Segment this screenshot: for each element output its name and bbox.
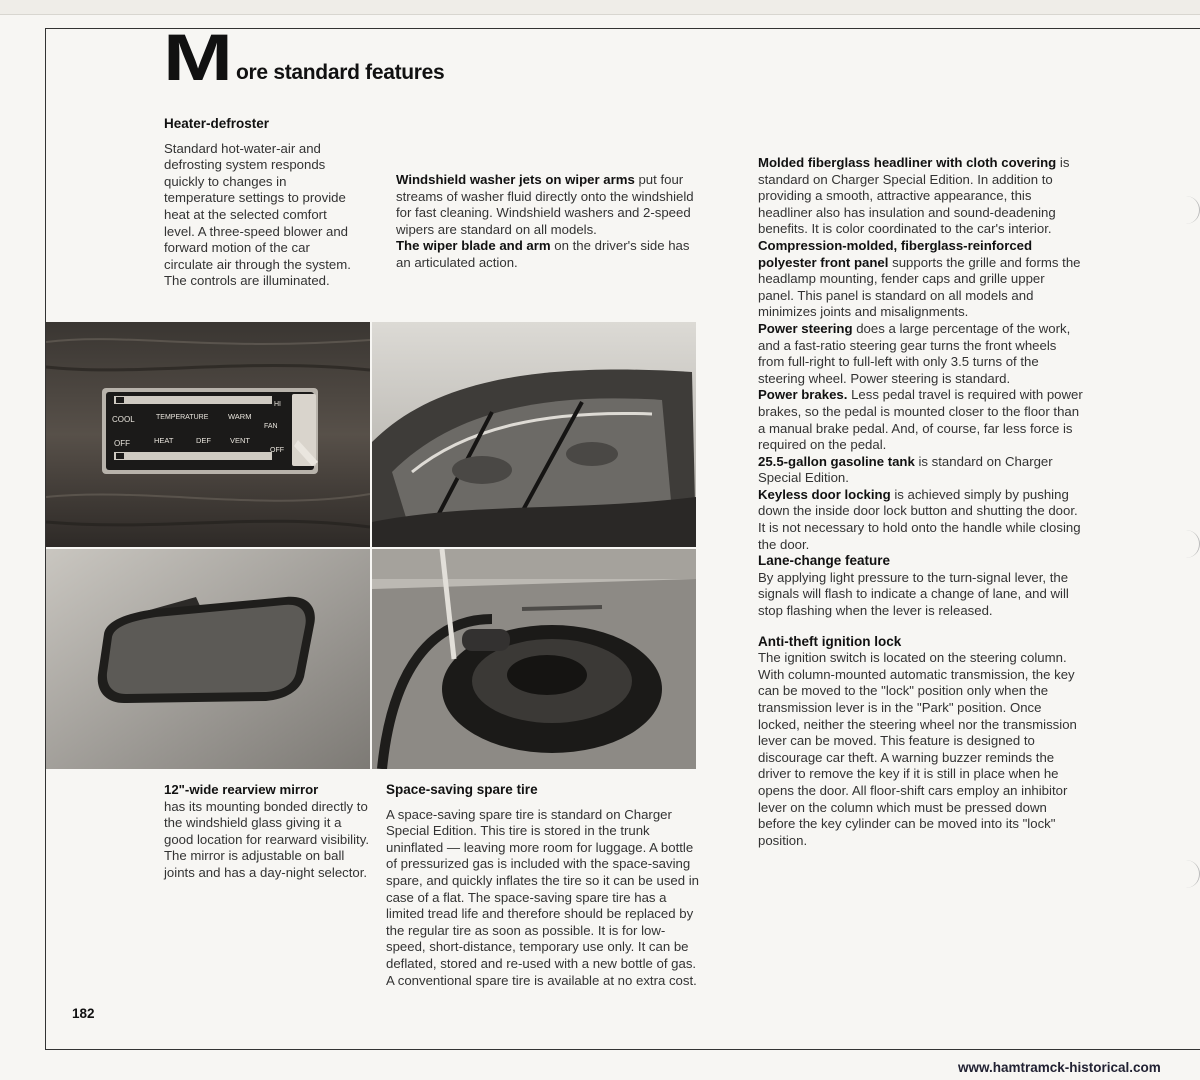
rearview-mirror-photo [46, 549, 370, 769]
heater-controls-photo [46, 322, 370, 547]
heater-section [164, 116, 356, 290]
spare-body: A space-saving spare tire is standard on Charger Special Edition. This tire is stored in the trunk uninflated — leaving more room for luggage. A bottle of pressurized gas is included with the space-saving spare, and quickly inflates the tire so it can be used in case of a flat. The space-saving spare tire has a limited tread life and therefore should be replaced by the regular tire as soon as possible. It is for low-speed, short-distance, temporary use only. It can be deflated, stored and re-used with a new bottle of gas. A conventional spare tire is available at no extra cost. [386, 806, 700, 988]
cool-label: COOL [112, 415, 135, 424]
temperature-label: TEMPERATURE [156, 414, 209, 421]
headliner-text: is standard on Charger Special Edition. In addition to providing a smooth, attractive appearance, this headliner also has insulation and sound-deadening benefits. It is color coordinated to the car's interior. [758, 155, 1070, 237]
washer-text: put four streams of washer fluid directly onto the windshield for fast cleaning. Windshield washers and 2-speed wipers are standard on all models. [396, 172, 694, 237]
page-top-edge [0, 0, 1200, 15]
mirror-bold: 12"-wide rearview mirror [164, 782, 319, 797]
right-column [758, 155, 1084, 849]
wiper-bold: The wiper blade and arm [396, 238, 551, 254]
heat-label: HEAT [154, 436, 174, 445]
def-label: DEF [196, 436, 211, 445]
fan-label: FAN [264, 423, 278, 430]
mirror-text: has its mounting bonded directly to the windshield glass giving it a good location for rearward visibility. The mirror is adjustable on ball joints and has a day-night selector. [164, 798, 369, 880]
watermark-url[interactable]: www.hamtramck-historical.com [958, 1060, 1161, 1075]
spare-tire-section [386, 782, 701, 989]
keyless-bold: Keyless door locking [758, 486, 891, 502]
power-steering-bold: Power steering [758, 320, 853, 336]
headliner-bold: Molded fiberglass headliner with cloth covering [758, 155, 1057, 170]
wiper-text: on the driver's side has an articulated action. [396, 238, 690, 270]
page-title: ore standard features [236, 61, 445, 84]
warm-label: WARM [228, 412, 252, 421]
off-right-label: OFF [270, 447, 284, 454]
power-brakes-text: Less pedal travel is required with power brakes, so the pedal is mounted closer to the floor than a manual brake pedal. And, of course, far less force is required on the pedal. [758, 387, 1083, 453]
big-initial-letter [163, 32, 233, 82]
hi-label: HI [274, 401, 281, 408]
heater-body: Standard hot-water-air and defrosting system responds quickly to changes in temperature settings to provide heat at the selected comfort level. A three-speed blower and forward motion of the car circulate air through the system. The controls are illuminated. [164, 140, 351, 289]
spare-heading: Space-saving spare tire [386, 782, 538, 797]
lane-change-body: By applying light pressure to the turn-signal lever, the signals will flash to indicate a change of lane, and will stop flashing when the lever is released. [758, 569, 1069, 619]
wiper-section [396, 172, 696, 272]
heater-heading: Heater-defroster [164, 116, 270, 131]
off-left-label: OFF [114, 439, 130, 448]
keyless-text: is achieved simply by pushing down the inside door lock button and shutting the door. It is not necessary to hold onto the handle while closing the door. [758, 486, 1081, 552]
spare-tire-photo [372, 549, 696, 769]
washer-bold: Windshield washer jets on wiper arms [396, 172, 635, 187]
page-number: 182 [72, 1006, 95, 1021]
front-panel-text: supports the grille and forms the headlamp mounting, fender caps and grille upper panel. This panel is standard on all models and minimizes joints and misalignments. [758, 254, 1081, 320]
mirror-section [164, 782, 369, 882]
windshield-wipers-photo [372, 322, 696, 547]
power-steering-text: does a large percentage of the work, and a fast-ratio steering gear turns the front wheels from full-right to full-left with only 3.5 turns of the steering wheel. Power steering is standard. [758, 320, 1071, 386]
svg-text:M: M [163, 32, 233, 82]
gas-tank-bold: 25.5-gallon gasoline tank [758, 453, 915, 469]
front-panel-bold: Compression-molded, fiberglass-reinforced polyester front panel [758, 237, 1033, 270]
lane-change-heading: Lane-change feature [758, 553, 891, 569]
vent-label: VENT [230, 436, 251, 445]
anti-theft-heading: Anti-theft ignition lock [758, 633, 902, 649]
anti-theft-body: The ignition switch is located on the steering column. With column-mounted automatic transmission, the key can be moved to the "lock" position only when the transmission lever is in the "Park" position. Once locked, neither the steering wheel nor the transmission lever can be moved. This feature is designed to discourage car theft. A warning buzzer reminds the driver to remove the key if it is still in place when he opens the door. All floor-shift cars employ an inhibitor lever on the column which must be pressed down before the key cylinder can be moved into its "lock" position. [758, 650, 1077, 848]
power-brakes-bold: Power brakes. [758, 387, 848, 403]
gas-tank-text: is standard on Charger Special Edition. [758, 453, 1053, 486]
